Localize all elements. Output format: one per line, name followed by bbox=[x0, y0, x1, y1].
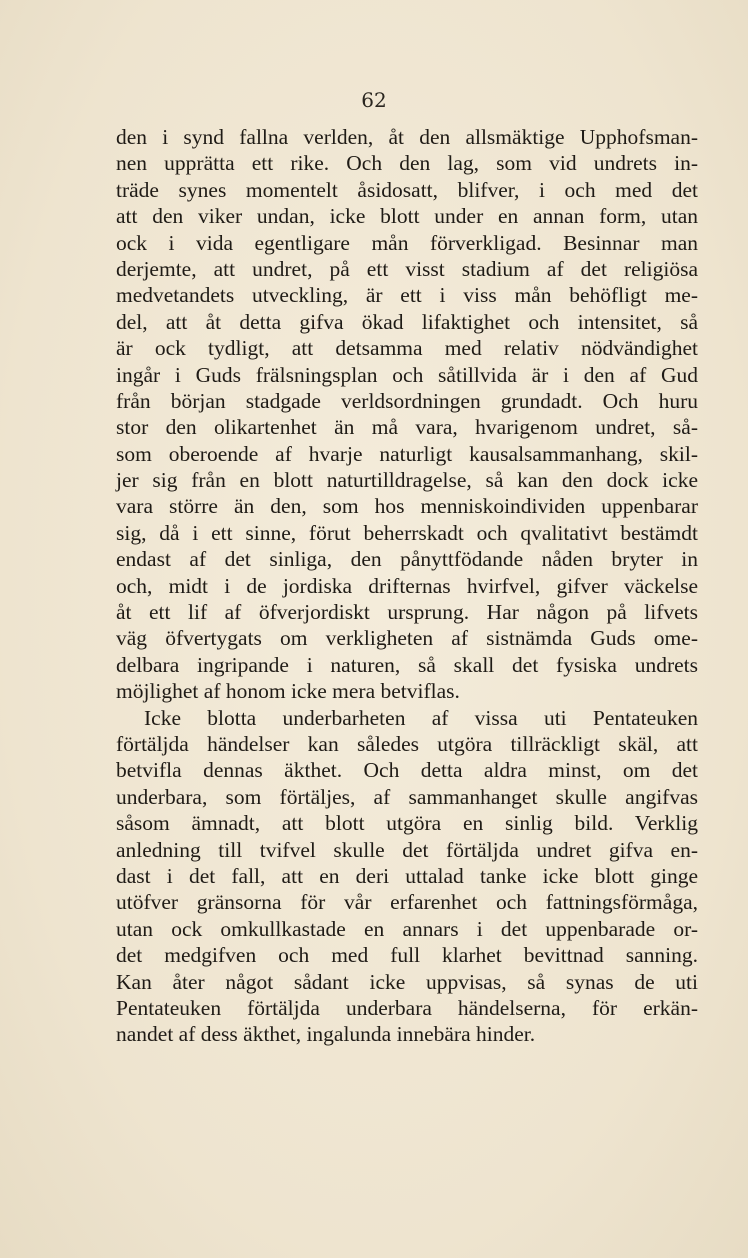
text-line: den i synd fallna verlden, åt den allsmäktige Upphofsman- bbox=[116, 125, 698, 149]
text-line: jer sig från en blott naturtilldragelse, så kan den dock icke bbox=[116, 468, 698, 493]
text-line: som oberoende af hvarje naturligt kausalsammanhang, skil- bbox=[116, 441, 698, 466]
text-line: ock i vida egentligare mån förverkligad. Besinnar man bbox=[116, 230, 698, 255]
text-line: åt ett lif af öfverjordiskt ursprung. Har någon på lifvets bbox=[116, 600, 698, 625]
text-line: Kan åter något sådant icke uppvisas, så synas de uti bbox=[116, 969, 698, 994]
text-line: medvetandets utveckling, är ett i viss mån behöfligt me- bbox=[116, 283, 698, 308]
text-line: sig, då i ett sinne, förut beherrskadt och qvalitativt bestämdt bbox=[116, 520, 698, 545]
text-line: derjemte, att undret, på ett visst stadium af det religiösa bbox=[116, 256, 698, 281]
text-line: är ock tydligt, att detsamma med relativ nödvändighet bbox=[116, 336, 698, 361]
paragraph-start-line: Icke blotta underbarheten af vissa uti Pentateuken bbox=[144, 705, 698, 730]
paragraph-end-line: nandet af dess äkthet, ingalunda innebära hinder. bbox=[116, 1022, 536, 1047]
text-line: att den viker undan, icke blott under en annan form, utan bbox=[116, 204, 698, 229]
text-line: del, att åt detta gifva ökad lifaktighet och intensitet, så bbox=[116, 309, 698, 334]
text-line: ingår i Guds frälsningsplan och såtillvida är i den af Gud bbox=[116, 362, 698, 387]
text-line: det medgifven och med full klarhet bevittnad sanning. bbox=[116, 943, 698, 968]
text-line: såsom ämnadt, att blott utgöra en sinlig bild. Verklig bbox=[116, 811, 698, 836]
text-line: dast i det fall, att en deri uttalad tanke icke blott ginge bbox=[116, 863, 698, 888]
text-line: utöfver gränsorna för vår erfarenhet och fattningsförmåga, bbox=[116, 890, 698, 915]
text-line: delbara ingripande i naturen, så skall det fysiska undrets bbox=[116, 652, 698, 677]
text-line: endast af det sinliga, den pånyttfödande nåden bryter in bbox=[116, 547, 698, 572]
text-line: och, midt i de jordiska drifternas hvirfvel, gifver väckelse bbox=[116, 573, 698, 598]
text-line: utan ock omkullkastade en annars i det uppenbarade or- bbox=[116, 916, 698, 941]
text-line: väg öfvertygats om verkligheten af sistnämda Guds ome- bbox=[116, 626, 698, 651]
text-line: anledning till tvifvel skulle det förtäljda undret gifva en- bbox=[116, 837, 698, 862]
page-number: 62 bbox=[361, 88, 387, 112]
paragraph-end-line: möjlighet af honom icke mera betviflas. bbox=[116, 679, 460, 704]
text-line: nen upprätta ett rike. Och den lag, som vid undrets in- bbox=[116, 151, 698, 176]
text-line: underbara, som förtäljes, af sammanhanget skulle angifvas bbox=[116, 784, 698, 809]
text-line: stor den olikartenhet än må vara, hvarigenom undret, så- bbox=[116, 415, 698, 440]
text-line: förtäljda händelser kan således utgöra tillräckligt skäl, att bbox=[116, 731, 698, 756]
text-line: vara större än den, som hos menniskoindividen uppenbarar bbox=[116, 494, 698, 519]
text-line: Pentateuken förtäljda underbara händelserna, för erkän- bbox=[116, 995, 698, 1020]
body-text bbox=[116, 124, 698, 1048]
text-line: träde synes momentelt åsidosatt, blifver, i och med det bbox=[116, 177, 698, 202]
text-line: från början stadgade verldsordningen grundadt. Och huru bbox=[116, 388, 698, 413]
text-line: betvifla dennas äkthet. Och detta aldra minst, om det bbox=[116, 758, 698, 783]
